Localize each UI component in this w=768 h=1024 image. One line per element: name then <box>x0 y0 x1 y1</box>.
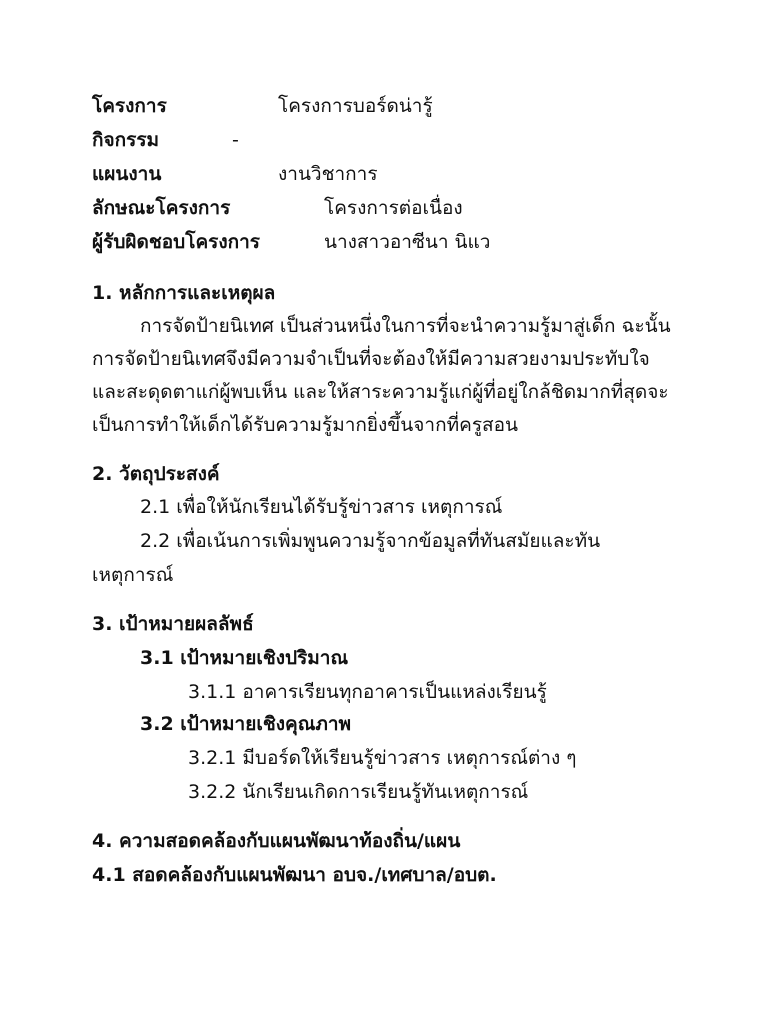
plan-label: แผนงาน <box>92 163 162 185</box>
section-4-heading: 4. ความสอดคล้องกับแผนพัฒนาท้องถิ่น/แผน <box>92 830 461 852</box>
section-4-1-heading: 4.1 สอดคล้องกับแผนพัฒนา อบจ./เทศบาล/อบต. <box>92 864 497 886</box>
section-3-heading: 3. เป้าหมายผลลัพธ์ <box>92 613 254 635</box>
quantity-goal-heading: 3.1 เป้าหมายเชิงปริมาณ <box>140 647 349 669</box>
quality-goal-heading: 3.2 เป้าหมายเชิงคุณภาพ <box>140 713 352 735</box>
responsible-value: นางสาวอาซีนา นิแว <box>324 231 491 253</box>
objective-item-continuation: เหตุการณ์ <box>92 564 174 586</box>
responsible-label: ผู้รับผิดชอบโครงการ <box>92 231 261 253</box>
section-1-line: และสะดุดตาแก่ผู้พบเห็น และให้สาระความรู้แก่ผู้ที่อยู่ใกล้ชิดมากที่สุดจะ <box>92 381 669 403</box>
section-2-heading: 2. วัตถุประสงค์ <box>92 463 220 485</box>
project-nature-label: ลักษณะโครงการ <box>92 197 231 219</box>
activity-value: - <box>232 129 239 151</box>
section-1-line: การจัดป้ายนิเทศจึงมีความจำเป็นที่จะต้องให้มีความสวยงามประทับใจ <box>92 348 650 370</box>
project-label: โครงการ <box>92 95 167 117</box>
quantity-goal-item: 3.1.1 อาคารเรียนทุกอาคารเป็นแหล่งเรียนรู้ <box>188 681 547 703</box>
objective-item: 2.2 เพื่อเน้นการเพิ่มพูนความรู้จากข้อมูลที่ทันสมัยและทัน <box>140 530 601 552</box>
section-1-line: การจัดป้ายนิเทศ เป็นส่วนหนึ่งในการที่จะนำความรู้มาสู่เด็ก ฉะนั้น <box>140 315 671 337</box>
quality-goal-item: 3.2.1 มีบอร์ดให้เรียนรู้ข่าวสาร เหตุการณ์ต่าง ๆ <box>188 747 577 769</box>
section-1-line: เป็นการทำให้เด็กได้รับความรู้มากยิ่งขึ้นจากที่ครูสอน <box>92 414 519 436</box>
project-value: โครงการบอร์ดน่ารู้ <box>278 95 433 117</box>
activity-label: กิจกรรม <box>92 129 160 151</box>
quality-goal-item: 3.2.2 นักเรียนเกิดการเรียนรู้ทันเหตุการณ์ <box>188 781 529 803</box>
section-1-heading: 1. หลักการและเหตุผล <box>92 282 276 304</box>
project-nature-value: โครงการต่อเนื่อง <box>324 197 463 219</box>
objective-item: 2.1 เพื่อให้นักเรียนได้รับรู้ข่าวสาร เหตุการณ์ <box>140 496 503 518</box>
plan-value: งานวิชาการ <box>278 163 378 185</box>
